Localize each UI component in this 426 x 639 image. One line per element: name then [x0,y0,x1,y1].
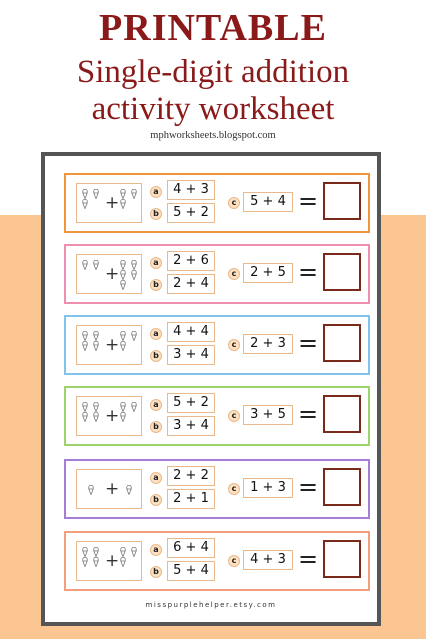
equation-c: 5 + 4 [243,192,293,212]
label-a: a [150,544,162,556]
left-cone-group [79,547,103,577]
ice-cream-cone-icon [93,402,99,412]
plus-sign: + [105,406,120,426]
right-cone-group [117,547,141,577]
right-cone-group [117,475,141,505]
label-a: a [150,257,162,269]
label-c: c [228,555,240,567]
plus-sign: + [105,193,120,213]
problem-row [64,173,370,233]
right-cone-group [117,189,141,219]
answer-box[interactable] [323,324,361,362]
ice-cream-cone-icon [82,557,88,567]
equation-c: 1 + 3 [243,478,293,498]
label-b: b [150,208,162,220]
label-b: b [150,279,162,291]
left-cone-group [79,331,103,361]
equation-b: 5 + 4 [167,561,215,581]
picture-box [76,325,142,365]
ice-cream-cone-icon [131,331,137,341]
ice-cream-cone-icon [88,485,94,495]
ice-cream-cone-icon [82,402,88,412]
answer-box[interactable] [323,395,361,433]
label-b: b [150,350,162,362]
equation-a: 2 + 2 [167,466,215,486]
left-cone-group [79,189,103,219]
title-subject: Single-digit addition [76,54,350,90]
equation-c: 3 + 5 [243,405,293,425]
ice-cream-cone-icon [93,331,99,341]
answer-box[interactable] [323,540,361,578]
plus-sign: + [105,551,120,571]
equals-sign: = [297,187,319,215]
ice-cream-cone-icon [93,412,99,422]
problem-row [64,244,370,304]
ice-cream-cone-icon [131,189,137,199]
ice-cream-cone-icon [82,412,88,422]
label-b: b [150,494,162,506]
equation-a: 5 + 2 [167,393,215,413]
equation-b: 3 + 4 [167,345,215,365]
ice-cream-cone-icon [82,341,88,351]
ice-cream-cone-icon [126,485,132,495]
plus-sign: + [105,335,120,355]
equation-b: 3 + 4 [167,416,215,436]
problem-row [64,459,370,519]
ice-cream-cone-icon [131,270,137,280]
label-c: c [228,268,240,280]
equals-sign: = [297,400,319,428]
ice-cream-cone-icon [82,260,88,270]
problem-row [64,315,370,375]
ice-cream-cone-icon [82,189,88,199]
problem-row [64,531,370,591]
label-a: a [150,328,162,340]
answer-box[interactable] [323,253,361,291]
ice-cream-cone-icon [82,331,88,341]
site-url: mphworksheets.blogspot.com [150,130,276,141]
page-header [0,0,426,150]
footer-etsy: misspurplehelper.etsy.com [145,601,277,609]
title-type: activity worksheet [91,91,335,127]
equation-b: 2 + 4 [167,274,215,294]
label-c: c [228,410,240,422]
answer-box[interactable] [323,468,361,506]
ice-cream-cone-icon [120,412,126,422]
ice-cream-cone-icon [120,341,126,351]
equals-sign: = [297,545,319,573]
right-cone-group [117,331,141,361]
label-c: c [228,483,240,495]
ice-cream-cone-icon [120,280,126,290]
ice-cream-cone-icon [93,260,99,270]
equation-b: 2 + 1 [167,489,215,509]
label-a: a [150,399,162,411]
equation-c: 4 + 3 [243,550,293,570]
ice-cream-cone-icon [93,341,99,351]
equation-c: 2 + 5 [243,263,293,283]
equation-a: 4 + 3 [167,180,215,200]
ice-cream-cone-icon [120,402,126,412]
label-a: a [150,186,162,198]
picture-box [76,541,142,581]
problem-row [64,386,370,446]
label-b: b [150,566,162,578]
ice-cream-cone-icon [120,547,126,557]
ice-cream-cone-icon [93,189,99,199]
equals-sign: = [297,473,319,501]
equals-sign: = [297,258,319,286]
ice-cream-cone-icon [131,260,137,270]
plus-sign: + [105,479,120,499]
label-c: c [228,197,240,209]
ice-cream-cone-icon [82,547,88,557]
picture-box [76,183,142,223]
label-a: a [150,472,162,484]
equation-a: 2 + 6 [167,251,215,271]
ice-cream-cone-icon [131,547,137,557]
worksheet-sheet [41,152,381,626]
ice-cream-cone-icon [82,199,88,209]
right-cone-group [117,260,141,290]
equals-sign: = [297,329,319,357]
ice-cream-cone-icon [120,260,126,270]
right-cone-group [117,402,141,432]
answer-box[interactable] [323,182,361,220]
ice-cream-cone-icon [120,557,126,567]
label-b: b [150,421,162,433]
left-cone-group [79,402,103,432]
ice-cream-cone-icon [131,402,137,412]
equation-a: 6 + 4 [167,538,215,558]
title-printable: PRINTABLE [99,7,327,49]
ice-cream-cone-icon [120,199,126,209]
plus-sign: + [105,264,120,284]
ice-cream-cone-icon [93,547,99,557]
equation-b: 5 + 2 [167,203,215,223]
ice-cream-cone-icon [120,270,126,280]
left-cone-group [79,475,103,505]
picture-box [76,254,142,294]
ice-cream-cone-icon [120,189,126,199]
ice-cream-cone-icon [93,557,99,567]
equation-c: 2 + 3 [243,334,293,354]
equation-a: 4 + 4 [167,322,215,342]
left-cone-group [79,260,103,290]
label-c: c [228,339,240,351]
picture-box [76,396,142,436]
picture-box [76,469,142,509]
ice-cream-cone-icon [120,331,126,341]
